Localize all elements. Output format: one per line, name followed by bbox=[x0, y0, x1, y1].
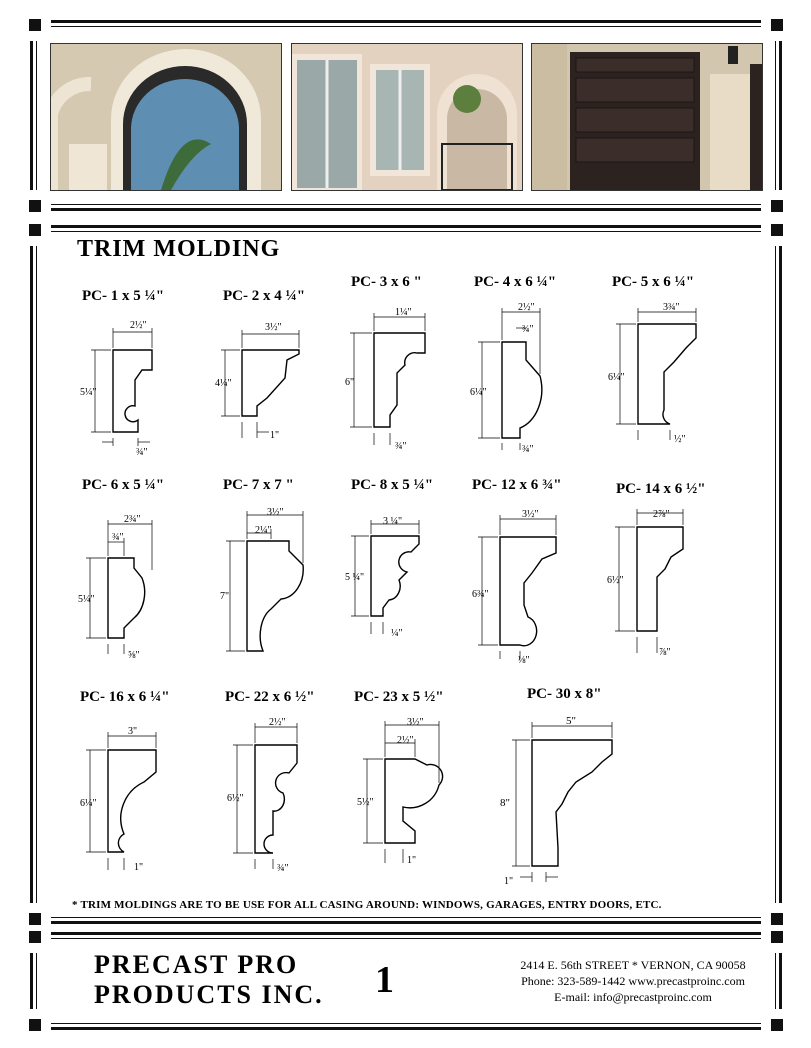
profile-label: PC- 2 x 4 ¼" bbox=[223, 288, 306, 304]
profile-label: PC- 5 x 6 ¼" bbox=[612, 274, 695, 290]
pc7-profile-drawing bbox=[215, 505, 315, 660]
pc8-profile-drawing bbox=[345, 512, 445, 642]
svg-text:5¼": 5¼" bbox=[78, 594, 95, 605]
svg-text:3½": 3½" bbox=[522, 509, 539, 520]
profile-label: PC- 3 x 6 " bbox=[351, 274, 422, 290]
section-title: TRIM MOLDING bbox=[77, 236, 281, 262]
profile-label: PC- 7 x 7 " bbox=[223, 477, 294, 493]
profile-label: PC- 8 x 5 ¼" bbox=[351, 477, 434, 493]
svg-text:6": 6" bbox=[345, 377, 355, 388]
svg-text:1": 1" bbox=[407, 855, 417, 866]
pc2-profile-drawing bbox=[215, 320, 315, 445]
svg-text:3½": 3½" bbox=[407, 717, 424, 728]
svg-text:3¾": 3¾" bbox=[663, 302, 680, 313]
company-name-line1: PRECAST PRO bbox=[94, 950, 299, 979]
usage-note: * TRIM MOLDINGS ARE TO BE USE FOR ALL CASING AROUND: WINDOWS, GARAGES, ENTRY DOORS, ETC. bbox=[72, 899, 662, 911]
svg-text:3": 3" bbox=[128, 726, 138, 737]
company-name bbox=[94, 950, 324, 1010]
profile-label: PC- 22 x 6 ½" bbox=[225, 689, 315, 705]
garage-door-photo bbox=[531, 43, 763, 191]
pc1-profile-drawing bbox=[80, 320, 180, 465]
svg-text:5": 5" bbox=[566, 715, 576, 727]
dim-width: 2½" bbox=[130, 320, 147, 331]
window-entry-photo bbox=[291, 43, 523, 191]
svg-text:5½": 5½" bbox=[357, 797, 374, 808]
profile-label: PC- 23 x 5 ½" bbox=[354, 689, 444, 705]
arched-window-photo bbox=[50, 43, 282, 191]
pc23-profile-drawing bbox=[355, 715, 455, 875]
phone-website: Phone: 323-589-1442 www.precastproinc.com bbox=[521, 974, 745, 988]
pc30-profile-drawing bbox=[500, 712, 630, 892]
profile-label: PC- 30 x 8" bbox=[527, 686, 602, 702]
profile-label: PC- 16 x 6 ¼" bbox=[80, 689, 170, 705]
svg-text:1": 1" bbox=[504, 876, 514, 887]
profile-label: PC- 1 x 5 ¼" bbox=[82, 288, 165, 304]
svg-text:1": 1" bbox=[134, 862, 144, 873]
svg-text:⅝": ⅝" bbox=[128, 650, 140, 660]
svg-text:½": ½" bbox=[674, 434, 686, 445]
svg-text:2½": 2½" bbox=[518, 302, 535, 313]
svg-text:¾": ¾" bbox=[395, 441, 407, 452]
svg-text:2¾": 2¾" bbox=[124, 514, 141, 525]
svg-text:2⅞": 2⅞" bbox=[653, 509, 670, 520]
pc3-profile-drawing bbox=[345, 305, 445, 455]
pc12-profile-drawing bbox=[470, 505, 570, 665]
company-name-line2: PRODUCTS INC. bbox=[94, 980, 324, 1009]
pc14-profile-drawing bbox=[605, 505, 705, 660]
pc16-profile-drawing bbox=[78, 720, 178, 875]
svg-text:¾": ¾" bbox=[522, 444, 534, 455]
svg-text:8": 8" bbox=[500, 797, 510, 809]
profile-label: PC- 4 x 6 ¼" bbox=[474, 274, 557, 290]
dim-bottom: ¾" bbox=[136, 447, 148, 458]
page-number: 1 bbox=[375, 959, 394, 1001]
svg-text:3½": 3½" bbox=[265, 322, 282, 333]
svg-text:6¼": 6¼" bbox=[80, 798, 97, 809]
svg-text:2½": 2½" bbox=[397, 735, 414, 746]
contact-block bbox=[508, 957, 758, 1005]
profile-label: PC- 12 x 6 ¾" bbox=[472, 477, 562, 493]
svg-text:2¼": 2¼" bbox=[255, 525, 272, 536]
email: E-mail: info@precastproinc.com bbox=[554, 990, 712, 1004]
pc4-profile-drawing bbox=[470, 300, 570, 460]
svg-text:6¾": 6¾" bbox=[472, 589, 489, 600]
svg-text:¾": ¾" bbox=[522, 324, 534, 335]
pc22-profile-drawing bbox=[225, 715, 325, 875]
svg-text:3 ¼": 3 ¼" bbox=[383, 516, 403, 527]
svg-text:2½": 2½" bbox=[269, 717, 286, 728]
svg-text:6¼": 6¼" bbox=[608, 372, 625, 383]
svg-text:⅞": ⅞" bbox=[659, 647, 671, 658]
svg-text:6½": 6½" bbox=[607, 575, 624, 586]
svg-text:7": 7" bbox=[220, 591, 230, 602]
svg-text:1": 1" bbox=[270, 430, 280, 441]
svg-text:⅛": ⅛" bbox=[518, 655, 530, 665]
address: 2414 E. 56th STREET * VERNON, CA 90058 bbox=[520, 958, 746, 972]
svg-text:6¼": 6¼" bbox=[470, 387, 487, 398]
profile-label: PC- 6 x 5 ¼" bbox=[82, 477, 165, 493]
svg-text:¼": ¼" bbox=[391, 628, 403, 639]
pc5-profile-drawing bbox=[608, 300, 708, 450]
pc6-profile-drawing bbox=[78, 510, 178, 660]
dim-height: 5¼" bbox=[80, 387, 97, 398]
profile-label: PC- 14 x 6 ½" bbox=[616, 481, 706, 497]
svg-text:3½": 3½" bbox=[267, 507, 284, 518]
svg-text:¾": ¾" bbox=[277, 863, 289, 874]
svg-text:5 ¼": 5 ¼" bbox=[345, 572, 365, 583]
svg-text:¾": ¾" bbox=[112, 532, 124, 543]
svg-text:6½": 6½" bbox=[227, 793, 244, 804]
svg-text:1¼": 1¼" bbox=[395, 307, 412, 318]
svg-text:4¼": 4¼" bbox=[215, 378, 232, 389]
